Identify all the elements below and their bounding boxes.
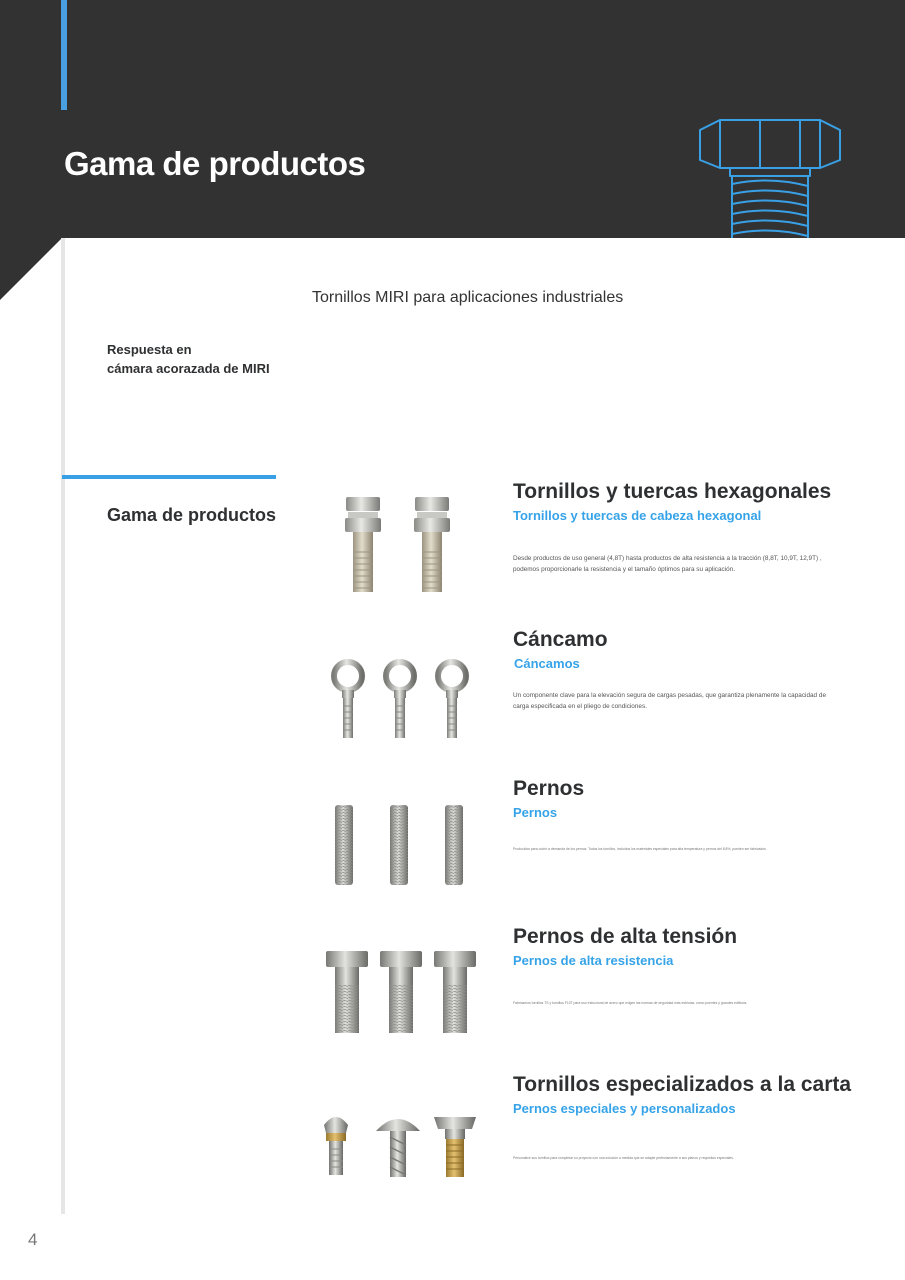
product-subtitle: Pernos especiales y personalizados: [513, 1101, 736, 1116]
product-title: Tornillos especializados a la carta: [513, 1073, 852, 1096]
bolt-outline-icon: [690, 118, 850, 238]
product-title: Cáncamo: [513, 628, 608, 651]
section-accent-bar: [62, 475, 276, 479]
vault-line: Respuesta en: [107, 342, 192, 357]
intro-subtitle: Tornillos MIRI para aplicaciones industriales: [312, 289, 624, 306]
high-tension-bolt-icon: [318, 949, 483, 1059]
product-description: Un componente clave para la elevación segura de cargas pesadas, que garantiza plenamente la capacidad de carga especificada en el pliego de condiciones.: [513, 692, 826, 710]
header-accent-bar: [61, 0, 67, 110]
page-number: 4: [28, 1230, 38, 1249]
vault-line: cámara acorazada de MIRI: [107, 361, 270, 376]
hex-bolt-with-nut-icon: [318, 492, 483, 602]
product-subtitle: Pernos: [513, 805, 558, 820]
product-subtitle: Pernos de alta resistencia: [513, 953, 674, 968]
product-title: Tornillos y tuercas hexagonales: [513, 480, 832, 503]
product-subtitle: Tornillos y tuercas de cabeza hexagonal: [513, 508, 762, 523]
stud-bolt-icon: [318, 803, 483, 913]
left-rule: [61, 238, 65, 1214]
product-subtitle: Cáncamos: [514, 656, 580, 671]
product-title: Pernos: [513, 777, 585, 800]
custom-bolt-icon: [318, 1109, 483, 1219]
vault-text: [107, 340, 270, 378]
page-title: Gama de productos: [64, 145, 366, 182]
product-description: Producidos para cubrir a demanda de los pernos. Todos los tornillos, incluidos los materiales especiales para alta temperatura y pernos del 8.8%, pueden ser fabricados.: [513, 847, 767, 851]
product-description: Fabricamos tornillos TS y tornillos F10T para uso estructural de acero que exigen las normas de seguridad más estrictas, como puentes y grandes edificios.: [513, 1001, 748, 1005]
section-label: Gama de productos: [107, 505, 277, 525]
eye-bolt-icon: [318, 656, 483, 766]
corner-fold: [0, 238, 62, 300]
product-title: Pernos de alta tensión: [513, 925, 738, 948]
product-description: Personalice sus tornillos para completar su proyecto con una solución a medida que se adapte perfectamente a sus planos y requisitos especiales.: [513, 1156, 734, 1160]
product-description: Desde productos de uso general (4,8T) hasta productos de alta resistencia a la tracción (8,8T, 10,9T, 12,9T) , podemos proporcionarle la resistencia y el tamaño óptimos para su aplicación.: [513, 555, 822, 573]
